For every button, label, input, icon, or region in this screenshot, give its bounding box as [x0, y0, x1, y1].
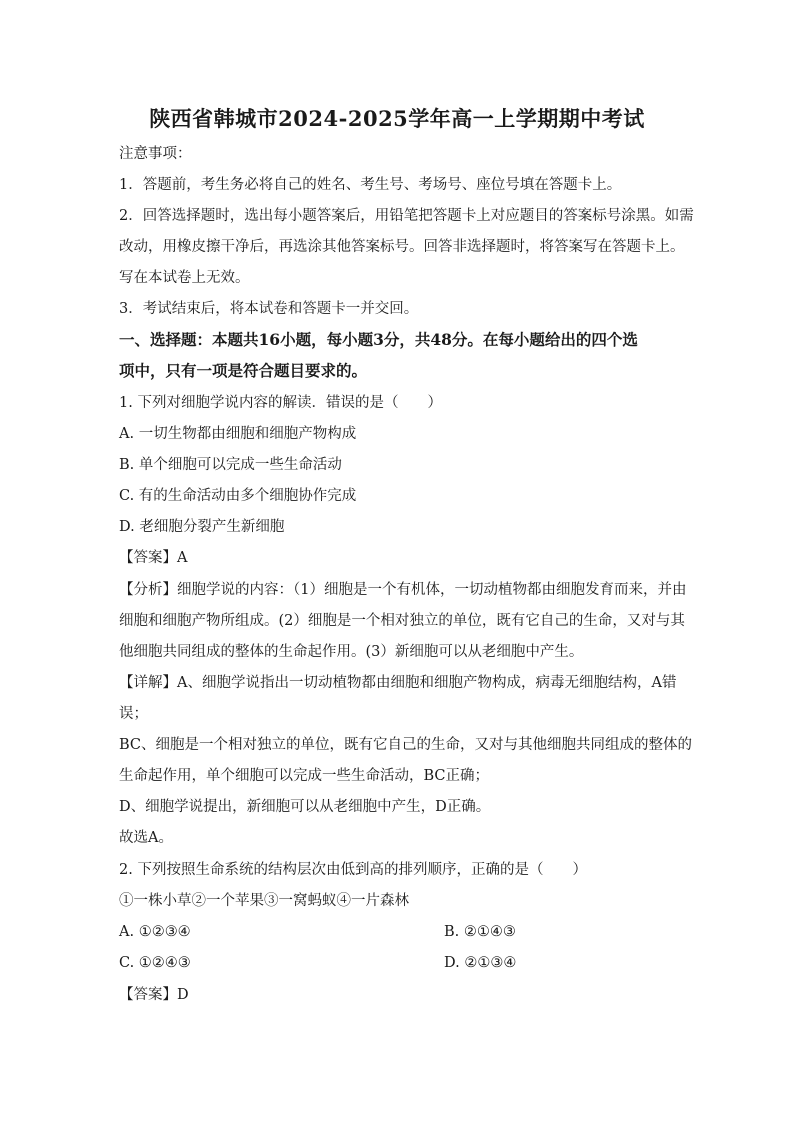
question-1-analysis-line-2: 细胞和细胞产物所组成。(2）细胞是一个相对独立的单位，既有它自己的生命，又对与其	[119, 613, 685, 629]
question-1-stem: 1. 下列对细胞学说内容的解读．错误的是（ ）	[119, 395, 442, 411]
notice-heading: 注意事项：	[119, 146, 192, 162]
question-2-option-d: D. ②①③④	[444, 955, 517, 971]
question-2-stem: 2. 下列按照生命系统的结构层次由低到高的排列顺序，正确的是（ ）	[119, 862, 587, 878]
question-1-option-b: B. 单个细胞可以完成一些生命活动	[119, 457, 342, 473]
question-1-analysis: 【分析】细胞学说的内容：（1）细胞是一个有机体，一切动植物都由细胞发育而来，并由	[119, 582, 687, 598]
question-1-detail-line-4: 生命起作用，单个细胞可以完成一些生命活动，BC正确；	[119, 768, 490, 784]
notice-item-3: 3．考试结束后，将本试卷和答题卡一并交回。	[119, 301, 419, 317]
notice-item-2-cont: 改动，用橡皮擦干净后，再选涂其他答案标号。回答非选择题时，将答案写在答题卡上。	[119, 239, 685, 255]
question-2-option-b: B. ②①④③	[444, 924, 516, 940]
question-1-answer: 【答案】A	[119, 550, 188, 566]
question-1-option-c: C. 有的生命活动由多个细胞协作完成	[119, 488, 357, 504]
question-1-detail: 【详解】A、细胞学说指出一切动植物都由细胞和细胞产物构成，病毒无细胞结构，A错	[119, 675, 677, 691]
question-1-conclusion: 故选A。	[119, 830, 173, 846]
question-2-answer: 【答案】D	[119, 987, 189, 1003]
question-2-option-c: C. ①②④③	[119, 955, 191, 971]
section-heading-cont: 项中，只有一项是符合题目要求的。	[119, 361, 368, 380]
notice-item-2-end: 写在本试卷上无效。	[119, 270, 250, 286]
question-2-items: ①一株小草②一个苹果③一窝蚂蚁④一片森林	[119, 893, 409, 909]
notice-item-2: 2．回答选择题时，选出每小题答案后，用铅笔把答题卡上对应题目的答案标号涂黑。如需	[119, 208, 694, 224]
question-1-detail-line-2: 误；	[119, 706, 148, 722]
notice-item-1: 1．答题前，考生务必将自己的姓名、考生号、考场号、座位号填在答题卡上。	[119, 177, 622, 193]
question-1-option-a: A. 一切生物都由细胞和细胞产物构成	[119, 426, 357, 442]
section-heading: 一、选择题：本题共16小题，每小题3分，共48分。在每小题给出的四个选	[119, 330, 638, 349]
question-1-analysis-line-3: 他细胞共同组成的整体的生命起作用。(3）新细胞可以从老细胞中产生。	[119, 644, 584, 660]
question-1-option-d: D. 老细胞分裂产生新细胞	[119, 519, 285, 535]
question-1-detail-line-3: BC、细胞是一个相对独立的单位，既有它自己的生命，又对与其他细胞共同组成的整体的	[119, 737, 693, 753]
question-1-detail-line-5: D、细胞学说提出，新细胞可以从老细胞中产生，D正确。	[119, 799, 491, 815]
question-2-option-a: A. ①②③④	[119, 924, 191, 940]
exam-title: 陕西省韩城市2024-2025学年高一上学期期中考试	[149, 106, 645, 131]
